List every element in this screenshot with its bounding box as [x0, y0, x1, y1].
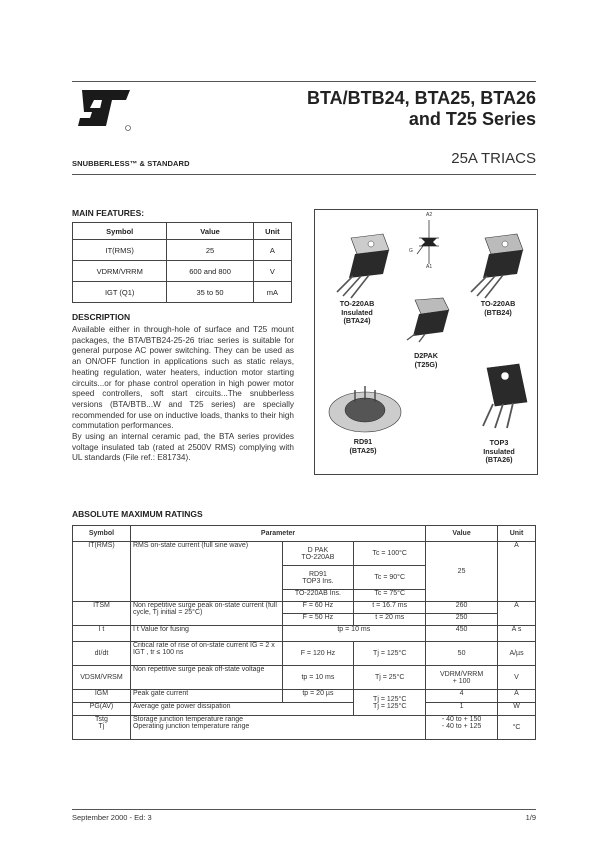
itsm-freq1: F = 60 Hz: [282, 602, 354, 614]
itrms-unit: A: [498, 542, 536, 602]
top3-package-icon: [465, 362, 531, 432]
itsm-val2: 250: [426, 614, 498, 626]
didt-unit: A/µs: [498, 642, 536, 666]
subtitle-left: SNUBBERLESS™ & STANDARD: [72, 159, 190, 168]
vdsm-symbol: VDSM/VRSM: [73, 666, 131, 690]
features-value: 600 and 800: [167, 261, 253, 282]
table-row: [73, 626, 536, 642]
pgav-unit: W: [498, 703, 536, 716]
table-row: [73, 602, 536, 614]
igm-unit: A: [498, 690, 536, 703]
pin-a1-label: A1: [426, 264, 433, 270]
i2t-value: 450: [426, 626, 498, 642]
itrms-pkg2: RD91 TOP3 Ins.: [282, 566, 354, 590]
header-top-rule: [72, 81, 536, 82]
description-heading: DESCRIPTION: [72, 312, 131, 322]
itrms-cond3: Tc = 75°C: [354, 590, 426, 602]
doc-title-line2: and T25 Series: [408, 109, 536, 129]
i2t-symbol: I t: [73, 626, 131, 642]
pin-g-label: G: [409, 248, 413, 254]
doc-title-line1: BTA/BTB24, BTA25, BTA26: [306, 88, 536, 108]
didt-param: Critical rate of rise of on-state current IG = 2 x IGT , tr ≤ 100 ns: [130, 642, 282, 666]
itrms-pkg1: D PAK TO-220AB: [282, 542, 354, 566]
features-value: 25: [167, 240, 253, 261]
itrms-cond1: Tc = 100°C: [354, 542, 426, 566]
features-col-unit: Unit: [253, 223, 291, 240]
didt-symbol: dI/dt: [73, 642, 131, 666]
table-row: [73, 240, 292, 261]
features-value: 35 to 50: [167, 282, 253, 303]
itrms-cond2: Tc = 90°C: [354, 566, 426, 590]
features-unit: A: [253, 240, 291, 261]
triac-symbol-icon: [415, 216, 443, 268]
pgav-value: 1: [426, 703, 498, 716]
tstg-param: Storage junction temperature range Operating junction temperature range: [130, 716, 425, 740]
table-row: [73, 642, 536, 666]
features-unit: V: [253, 261, 291, 282]
features-col-value: Value: [167, 223, 253, 240]
igm-value: 4: [426, 690, 498, 703]
features-col-symbol: Symbol: [73, 223, 167, 240]
features-heading: MAIN FEATURES:: [72, 208, 145, 218]
itrms-symbol: IT(RMS): [73, 542, 131, 602]
pgav-symbol: PG(AV): [73, 703, 131, 716]
itsm-val1: 260: [426, 602, 498, 614]
itsm-t2: t = 20 ms: [354, 614, 426, 626]
didt-value: 50: [426, 642, 498, 666]
ratings-col-unit: Unit: [498, 526, 536, 542]
igm-cond1: tp = 20 µs: [282, 690, 354, 703]
igm-param: Peak gate current: [130, 690, 282, 703]
features-symbol: VDRM/VRRM: [73, 261, 167, 282]
itsm-unit: A: [498, 602, 536, 626]
features-symbol: IGT (Q1): [73, 282, 167, 303]
i2t-cond: tp = 10 ms: [282, 626, 426, 642]
footer-page-number: 1/9: [525, 813, 536, 822]
features-symbol: IT(RMS): [73, 240, 167, 261]
description-body: [72, 325, 294, 464]
features-unit: mA: [253, 282, 291, 303]
i2t-param: I t Value for fusing: [130, 626, 282, 642]
pkg-rd91-label: RD91 (BTA25): [349, 437, 377, 455]
didt-cond1: F = 120 Hz: [282, 642, 354, 666]
ratings-table: [72, 525, 536, 740]
pkg-d2pak-label: D2PAK (T25G): [414, 351, 438, 369]
igm-symbol: IGM: [73, 690, 131, 703]
table-row: [73, 542, 536, 566]
vdsm-value: VDRM/VRRM + 100: [426, 666, 498, 690]
tstg-value: - 40 to + 150 - 40 to + 125: [426, 716, 498, 740]
pkg-top3-label: TOP3 Insulated (BTA26): [483, 438, 515, 464]
table-row: [73, 261, 292, 282]
table-row: [73, 666, 536, 690]
vdsm-unit: V: [498, 666, 536, 690]
table-row: [73, 703, 536, 716]
itsm-freq2: F = 50 Hz: [282, 614, 354, 626]
rd91-package-icon: [325, 380, 405, 436]
itrms-value: 25: [426, 542, 498, 602]
pkg-to220ab-label: TO-220AB (BTB24): [480, 299, 516, 317]
packages-figure: [314, 209, 538, 475]
pkg-to220ab-ins-label: TO-220AB Insulated (BTA24): [339, 299, 375, 325]
st-logo-icon: [76, 86, 134, 132]
vdsm-cond1: tp = 10 ms: [282, 666, 354, 690]
table-row: [73, 716, 536, 740]
table-row: [73, 282, 292, 303]
itsm-param: Non repetitive surge peak on-state current (full cycle, Tj initial = 25°C): [130, 602, 282, 626]
itsm-t1: t = 16.7 ms: [354, 602, 426, 614]
d2pak-package-icon: [395, 296, 453, 346]
tstg-symbol: Tstg Tj: [73, 716, 131, 740]
to220ab-insulated-package-icon: [321, 232, 393, 300]
ratings-heading: ABSOLUTE MAXIMUM RATINGS: [72, 509, 203, 519]
subtitle-right: 25A TRIACS: [451, 150, 536, 167]
vdsm-cond2: Tj = 25°C: [354, 666, 426, 690]
pgav-param: Average gate power dissipation: [130, 703, 353, 716]
ratings-col-value: Value: [426, 526, 498, 542]
i2t-unit: A s: [498, 626, 536, 642]
itrms-pkg3: TO-220AB Ins.: [282, 590, 354, 602]
itsm-symbol: ITSM: [73, 602, 131, 626]
ratings-col-parameter: Parameter: [130, 526, 425, 542]
description-para2: By using an internal ceramic pad, the BTA series provides voltage insulated tab (rated at 2500V RMS) complying with UL standards (File ref.: E81734).: [72, 432, 294, 463]
vdsm-param: Non repetitive surge peak off-state voltage: [130, 666, 282, 690]
features-table: [72, 222, 292, 303]
igm-cond2: Tj = 125°C Tj = 125°C: [354, 690, 426, 716]
itrms-param: RMS on-state current (full sine wave): [130, 542, 282, 602]
to220ab-package-icon: [455, 232, 527, 300]
footer-date: September 2000 - Ed: 3: [72, 813, 152, 822]
description-para1: Available either in through-hole of surface and T25 mount packages, the BTA/BTB24-25-26 triac series is suitable for general purpose AC power switching. They can be used as an ON/OFF function in applications such as static relays, heating regulation, water heaters, induction motor starting circuits...or for phase control operation in high power motor speed controllers, soft start circuits...The snubberless versions (BTA/BTB...W and T25 series) are specially recommended for use on inductive loads, thanks to their high commutation performances.: [72, 325, 294, 431]
pin-a2-label: A2: [426, 212, 433, 218]
didt-cond2: Tj = 125°C: [354, 642, 426, 666]
ratings-col-symbol: Symbol: [73, 526, 131, 542]
table-row: [73, 690, 536, 703]
footer-rule: [72, 809, 536, 810]
tstg-unit: °C: [498, 716, 536, 740]
header-bottom-rule: [72, 174, 536, 175]
